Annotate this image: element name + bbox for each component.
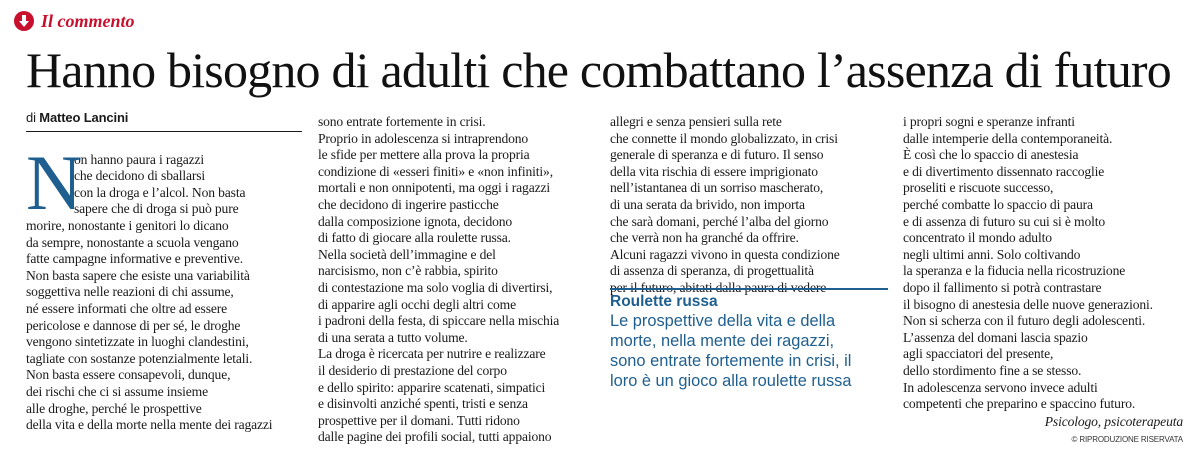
text-line: allegri e senza pensieri sulla rete xyxy=(610,114,782,129)
text-line: vengono sintetizzate in luoghi clandestini, xyxy=(26,334,249,350)
column-1-body xyxy=(26,138,302,434)
text-line: Proprio in adolescenza si intraprendono xyxy=(318,130,529,146)
text-line: soggettiva nelle reazioni di chi assume, xyxy=(26,284,234,300)
article-headline: Hanno bisogno di adulti che combattano l’assenza di futuro xyxy=(26,42,1171,98)
text-line: e di assenza di futuro su cui si è molto xyxy=(903,213,1106,229)
text-line: di contestazione ma solo voglia di divertirsi, xyxy=(318,279,553,295)
text-line: dopo il fallimento si potrà contrastare xyxy=(903,279,1102,295)
text-line: Nella società dell’immagine e del xyxy=(318,246,496,262)
text-line: dalle intemperie della contemporaneità. xyxy=(903,130,1113,146)
byline xyxy=(26,110,302,132)
text-line: della vita e della morte nella mente dei ragazzi xyxy=(26,417,273,433)
text-line: prospettive per il domani. Tutti ridono xyxy=(318,412,520,428)
text-line: mortali e non onnipotenti, ma oggi i ragazzi xyxy=(318,180,550,196)
text-line: nell’istantanea di un sorriso mascherato, xyxy=(610,180,824,196)
text-line: narcisismo, non c’è rabbia, spirito xyxy=(318,263,498,279)
article-column-4 xyxy=(903,114,1183,449)
text-line: della vita rischia di essere imprigionato xyxy=(610,163,818,179)
pull-quote-line: sono entrate fortemente in crisi, il xyxy=(610,352,852,370)
article-column-1 xyxy=(26,110,302,434)
author-signature: Psicologo, psicoterapeuta xyxy=(1044,413,1183,429)
copyright-notice: © RIPRODUZIONE RISERVATA xyxy=(1071,435,1183,445)
text-line: dei rischi che ci si assume insieme xyxy=(26,383,208,399)
text-line: di assenza di speranza, di progettualità xyxy=(610,263,814,279)
text-line: pericolose e dannose di per sé, le droghe xyxy=(26,317,241,333)
text-line: dalle pagine dei profili social, tutti appaiono xyxy=(318,429,552,445)
article-column-3 xyxy=(610,114,886,297)
text-line: la speranza e la fiducia nella ricostruzione xyxy=(903,263,1126,279)
text-line: da sempre, nonostante a scuola vengano xyxy=(26,234,239,250)
text-line: fatte campagne informative e preventive. xyxy=(26,251,244,267)
text-line: che verrà non ha granché da offrire. xyxy=(610,230,799,246)
text-line: generale di speranza e di futuro. Il senso xyxy=(610,147,824,163)
text-line: Non si scherza con il futuro degli adolescenti. xyxy=(903,313,1146,329)
pull-quote-line: Le prospettive della vita e della xyxy=(610,312,836,330)
byline-prefix: di xyxy=(26,110,36,125)
text-line: con la droga e l’alcol. Non basta xyxy=(74,184,246,200)
text-line: le sfide per mettere alla prova la propria xyxy=(318,147,530,163)
text-line: sono entrate fortemente in crisi. xyxy=(318,114,486,129)
pull-quote-text xyxy=(610,311,888,391)
text-line: condizione di «esseri finiti» e «non infiniti», xyxy=(318,163,553,179)
kicker-label: Il commento xyxy=(41,10,135,31)
text-line: di apparire agli occhi degli altri come xyxy=(318,296,516,312)
text-line: e dello spirito: apparire scatenati, simpatici xyxy=(318,379,546,395)
down-arrow-icon xyxy=(14,11,34,31)
text-line: i propri sogni e speranze infranti xyxy=(903,114,1075,129)
text-line: che decidono di sballarsi xyxy=(74,168,206,184)
text-line: sapere che di droga si può pure xyxy=(74,201,239,217)
pull-quote-box xyxy=(610,288,888,391)
text-line: Non basta sapere che esiste una variabilità xyxy=(26,267,250,283)
text-line: competenti che preparino e spaccino futuro. xyxy=(903,396,1136,412)
text-line: che connette il mondo globalizzato, in crisi xyxy=(610,130,838,146)
pull-quote-title: Roulette russa xyxy=(610,293,718,310)
text-line: agli spacciatori del presente, xyxy=(903,346,1054,362)
text-line: Alcuni ragazzi vivono in questa condizione xyxy=(610,246,840,262)
text-line: e disinvolti anziché spenti, tristi e senza xyxy=(318,396,528,412)
text-line: e di divertimento dissennato raccoglie xyxy=(903,163,1105,179)
text-line: morire, nonostante i genitori lo dicano xyxy=(26,217,229,233)
text-line: Non basta essere consapevoli, dunque, xyxy=(26,367,231,383)
text-line: di fatto di giocare alla roulette russa. xyxy=(318,230,511,246)
text-line: concentrato il mondo adulto xyxy=(903,230,1052,246)
text-line: dalla composizione ignota, decidono xyxy=(318,213,513,229)
text-line: negli ultimi anni. Solo coltivando xyxy=(903,246,1081,262)
text-line: né essere informati che oltre ad essere xyxy=(26,300,227,316)
text-line: per il futuro, abitati dalla paura di vedere xyxy=(610,279,827,295)
pull-quote-line: loro è un gioco alla roulette russa xyxy=(610,372,852,390)
text-line: tagliate con sostanze potenzialmente letali. xyxy=(26,350,253,366)
pull-quote-line: morte, nella mente dei ragazzi, xyxy=(610,332,835,350)
text-line: L’assenza del domani lascia spazio xyxy=(903,329,1088,345)
text-line: proseliti e riscuote successo, xyxy=(903,180,1054,196)
text-line: perché combatte lo spaccio di paura xyxy=(903,196,1093,212)
text-line: che decidono di ingerire pasticche xyxy=(318,196,499,212)
text-line: di una serata da brivido, non importa xyxy=(610,196,805,212)
text-line: La droga è ricercata per nutrire e realizzare xyxy=(318,346,546,362)
article-column-2 xyxy=(318,114,594,446)
section-kicker xyxy=(14,6,135,36)
text-line: il bisogno di anestesia delle nuove generazioni. xyxy=(903,296,1153,312)
text-line: on hanno paura i ragazzi xyxy=(74,151,205,167)
text-line: È così che lo spaccio di anestesia xyxy=(903,147,1079,163)
drop-cap: N xyxy=(26,138,83,226)
text-line: In adolescenza servono invece adulti xyxy=(903,379,1098,395)
text-line: che sarà domani, perché l’alba del giorno xyxy=(610,213,829,229)
text-line: il desiderio di prestazione del corpo xyxy=(318,362,507,378)
text-line: di una serata a tutto volume. xyxy=(318,329,468,345)
text-line: i padroni della festa, di spiccare nella mischia xyxy=(318,313,560,329)
text-line: alle droghe, perché le prospettive xyxy=(26,400,202,416)
author-name: Matteo Lancini xyxy=(39,110,129,125)
text-line: dello stordimento fine a se stesso. xyxy=(903,362,1082,378)
